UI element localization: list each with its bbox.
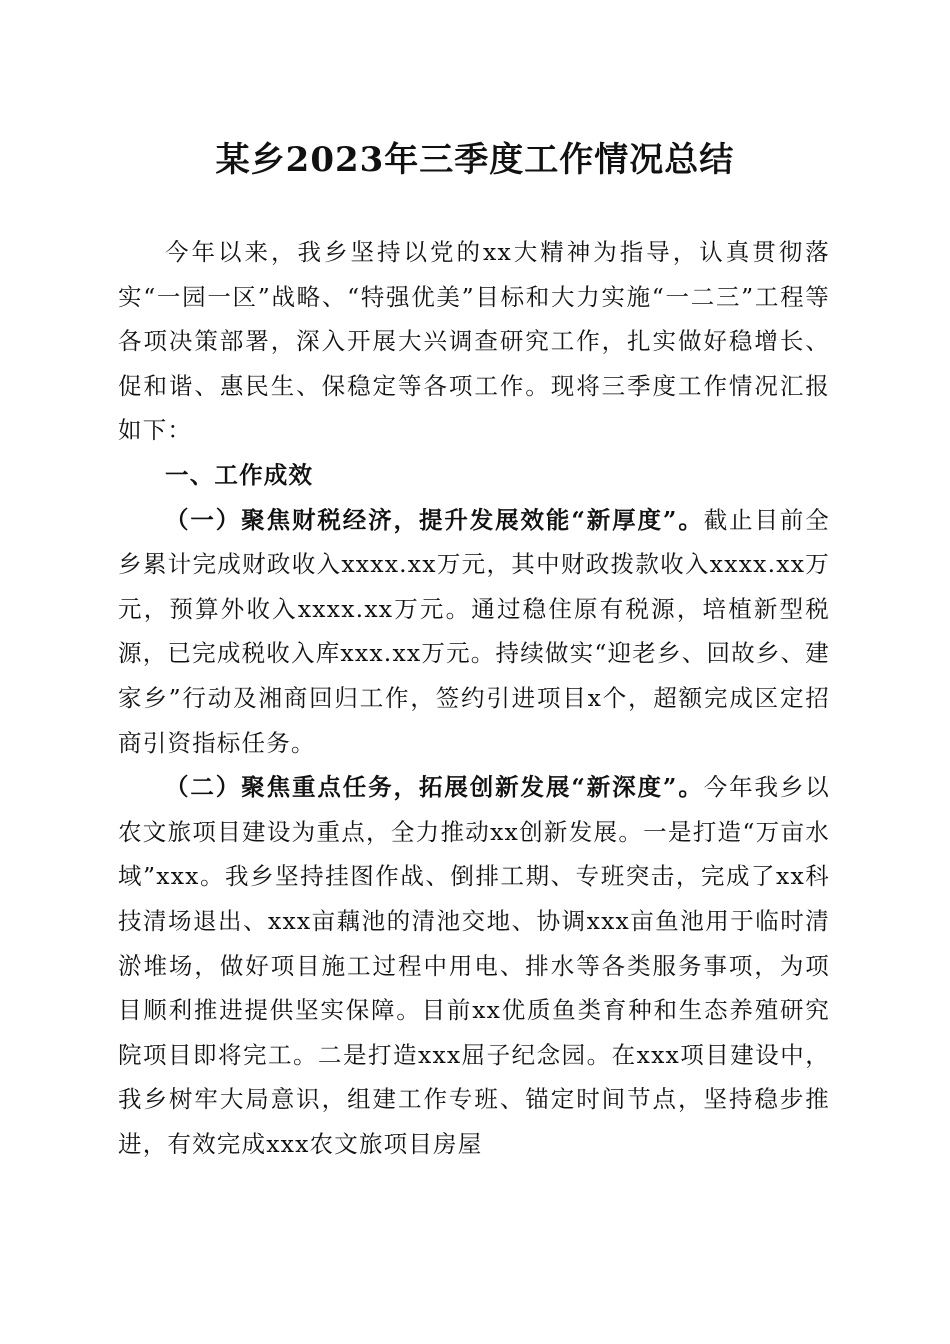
section-heading-work-results: 一、工作成效 (165, 460, 314, 489)
document-title: 某乡2023年三季度工作情况总结 (215, 140, 735, 180)
item-1-heading: （一）聚焦财税经济，提升发展效能“新厚度”。 (165, 505, 704, 534)
document-body (118, 230, 830, 1166)
item-2-text: 今年我乡以农文旅项目建设为重点，全力推动xx创新发展。一是打造“万亩水域”xxx。我乡坚持挂图作战、倒排工期、专班突击，完成了xx科技清场退出、xxx亩藕池的清池交地、协调xxx亩鱼池用于临时清淤堆场，做好项目施工过程中用电、排水等各类服务事项，为项目顺利推进提供坚实保障。目前xx优质鱼类育种和生态养殖研究院项目即将完工。二是打造xxx屈子纪念园。在xxx项目建设中，我乡树牢大局意识，组建工作专班、锚定时间节点，坚持稳步推进，有效完成xxx农文旅项目房屋 (118, 773, 830, 1158)
intro-paragraph: 今年以来，我乡坚持以党的xx大精神为指导，认真贯彻落实“一园一区”战略、“特强优美”目标和大力实施“一二三”工程等各项决策部署，深入开展大兴调查研究工作，扎实做好稳增长、促和谐、惠民生、保稳定等各项工作。现将三季度工作情况汇报如下： (118, 238, 830, 445)
paragraph-item-1 (118, 498, 830, 766)
paragraph-item-2 (118, 765, 830, 1166)
item-2-heading: （二）聚焦重点任务，拓展创新发展“新深度”。 (165, 773, 704, 802)
item-1-text: 截止目前全乡累计完成财政收入xxxx.xx万元，其中财政拨款收入xxxx.xx万元，预算外收入xxxx.xx万元。通过稳住原有税源，培植新型税源，已完成税收入库xxx.xx万元。持续做实“迎老乡、回故乡、建家乡”行动及湘商回归工作，签约引进项目x个，超额完成区定招商引资指标任务。 (118, 505, 830, 757)
